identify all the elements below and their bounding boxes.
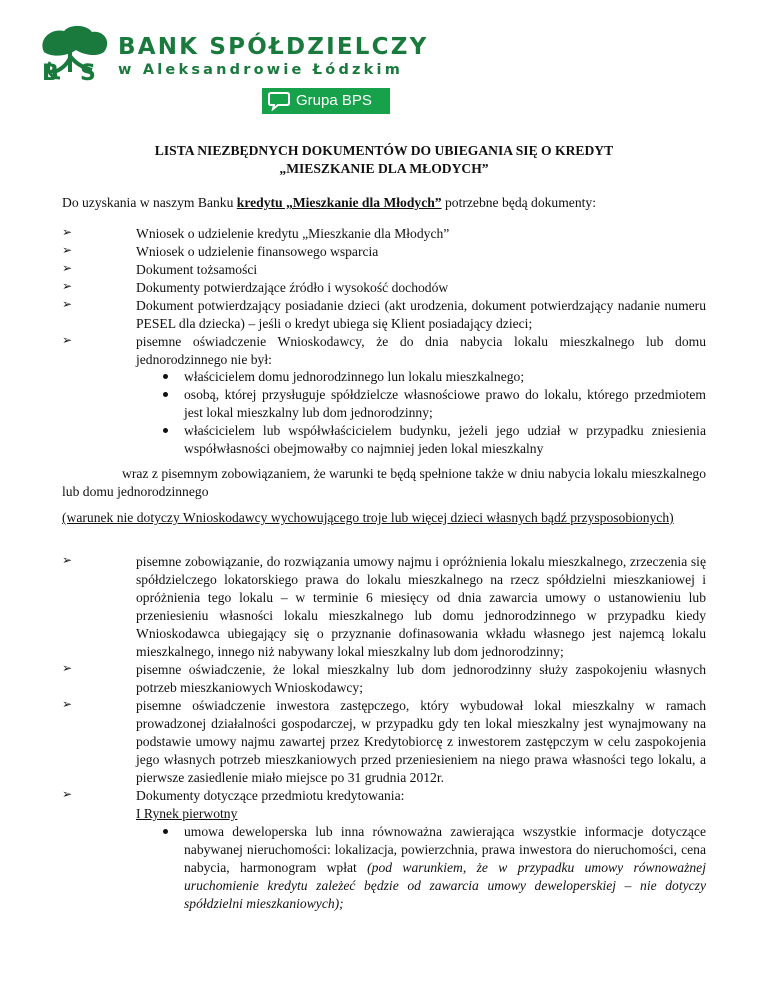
sub-list-item: właścicielem domu jednorodzinnego lun lokalu mieszkalnego;: [184, 369, 525, 384]
sub-list-item: [184, 823, 706, 913]
group-label: Grupa BPS: [296, 92, 372, 109]
arrow-bullet-icon: ➢: [62, 553, 73, 567]
intro-paragraph: [62, 194, 722, 212]
svg-text:S: S: [80, 61, 96, 82]
list-item: pisemne zobowiązanie, do rozwiązania umowy najmu i opróżnienia lokalu mieszkalnego, zrzeczenia się spółdzielczego lokatorskiego prawa do lokalu mieszkalnego na rzecz spółdzielni mieszkaniowej i opróżnienia tego lokalu – w terminie 6 miesięcy od dnia zawarcia umowy o ustanowieniu lub przeniesieniu własności lokalu mieszkalnego lub domu jednorodzinnego w przypadku kiedy Wnioskodawca ubiegający się o przyznanie dofinasowania wkładu własnego jest najemcą lokalu mieszkalnego, innego niż nabywany lokal mieszkalny lub dom jednorodzinny;: [136, 554, 706, 659]
list-item: Wniosek o udzielenie finansowego wsparcia: [136, 244, 379, 259]
list-item: Dokument tożsamości: [136, 262, 258, 277]
list-item: Wniosek o udzielenie kredytu „Mieszkanie dla Młodych”: [136, 226, 450, 241]
intro-before: Do uzyskania w naszym Banku: [62, 195, 237, 210]
arrow-bullet-icon: ➢: [62, 333, 73, 347]
list-item: pisemne oświadczenie, że lokal mieszkalny lub dom jednorodzinny służy zaspokojeniu własnych potrzeb mieszkaniowych Wnioskodawcy;: [136, 662, 706, 695]
list-item: Dokumenty dotyczące przedmiotu kredytowania:: [136, 788, 405, 803]
list-item: Dokumenty potwierdzające źródło i wysokość dochodów: [136, 280, 449, 295]
arrow-bullet-icon: ➢: [62, 261, 73, 275]
arrow-bullet-icon: ➢: [62, 279, 73, 293]
group-badge: [262, 88, 390, 114]
market-item-text: umowa deweloperska lub inna równoważna zawierająca wszystkie informacje dotyczące nabywanej nieruchomości: lokalizacja, powierzchnia, prawa inwestora do nieruchomości, cena nabycia, harmonogram wpłat: [184, 824, 706, 875]
market-heading: I Rynek pierwotny: [136, 806, 238, 821]
bank-name: BANK SPÓŁDZIELCZY: [118, 34, 429, 60]
condition-paragraph: wraz z pisemnym zobowiązaniem, że warunki te będą spełnione także w dniu nabycia lokalu mieszkalnego lub domu jednorodzinnego: [62, 466, 706, 499]
dot-bullet-icon: [163, 428, 168, 433]
list-item: Dokument potwierdzający posiadanie dzieci (akt urodzenia, dokument potwierdzający nadanie numeru PESEL dla dziecka) – jeśli o kredyt ubiega się Klient posiadający dzieci;: [136, 298, 706, 331]
list-item: pisemne oświadczenie inwestora zastępczego, który wybudował lokal mieszkalny w ramach prowadzonej działalności gospodarczej, w przypadku gdy ten lokal mieszkalny jest wynajmowany na podstawie umowy najmu zawartej przez Kredytobiorcę z inwestorem zastępczym w celu zaspokojenia jego własnych potrzeb mieszkaniowych przed przeniesieniem na niego prawa własności tego lokalu, a pierwsze zasiedlenie miało miejsce po 31 grudnia 2012r.: [136, 698, 706, 785]
arrow-bullet-icon: ➢: [62, 225, 73, 239]
bank-location: w Aleksandrowie Łódzkim: [118, 62, 404, 78]
dot-bullet-icon: [163, 392, 168, 397]
tree-logo-icon: [36, 22, 116, 82]
arrow-bullet-icon: ➢: [62, 787, 73, 801]
arrow-bullet-icon: ➢: [62, 661, 73, 675]
sub-list-item: właścicielem lub współwłaścicielem budynku, jeżeli jego udział w przypadku zniesienia współwłasności obejmowałby co najmniej jeden lokal mieszkalny: [184, 423, 706, 456]
arrow-bullet-icon: ➢: [62, 697, 73, 711]
arrow-bullet-icon: ➢: [62, 243, 73, 257]
title-line-1: LISTA NIEZBĘDNYCH DOKUMENTÓW DO UBIEGANIA SIĘ O KREDYT: [154, 143, 614, 158]
market-item-italic: (pod warunkiem, że w przypadku umowy równoważnej uruchomienie kredytu zależeć będzie od zawarcia umowy deweloperskiej – nie dotyczy spółdzielni mieszkaniowych);: [184, 860, 706, 911]
speech-bubble-icon: [268, 91, 290, 111]
arrow-bullet-icon: ➢: [62, 297, 73, 311]
dot-bullet-icon: [163, 374, 168, 379]
intro-highlight: kredytu „Mieszkanie dla Młodych”: [236, 195, 442, 210]
title-line-2: „MIESZKANIE DLA MŁODYCH”: [279, 161, 489, 176]
note-paragraph: (warunek nie dotyczy Wnioskodawcy wychowującego troje lub więcej dzieci własnych bądź przysposobionych): [62, 510, 674, 525]
svg-text:B: B: [42, 61, 59, 82]
intro-after: potrzebne będą dokumenty:: [441, 195, 596, 210]
list-item: pisemne oświadczenie Wnioskodawcy, że do dnia nabycia lokalu mieszkalnego lub domu jednorodzinnego nie był:: [136, 334, 706, 367]
sub-list-item: osobą, której przysługuje spółdzielcze własnościowe prawo do lokalu, którego przedmiotem jest lokal mieszkalny lub dom jednorodzinny;: [184, 387, 706, 420]
dot-bullet-icon: [163, 829, 168, 834]
